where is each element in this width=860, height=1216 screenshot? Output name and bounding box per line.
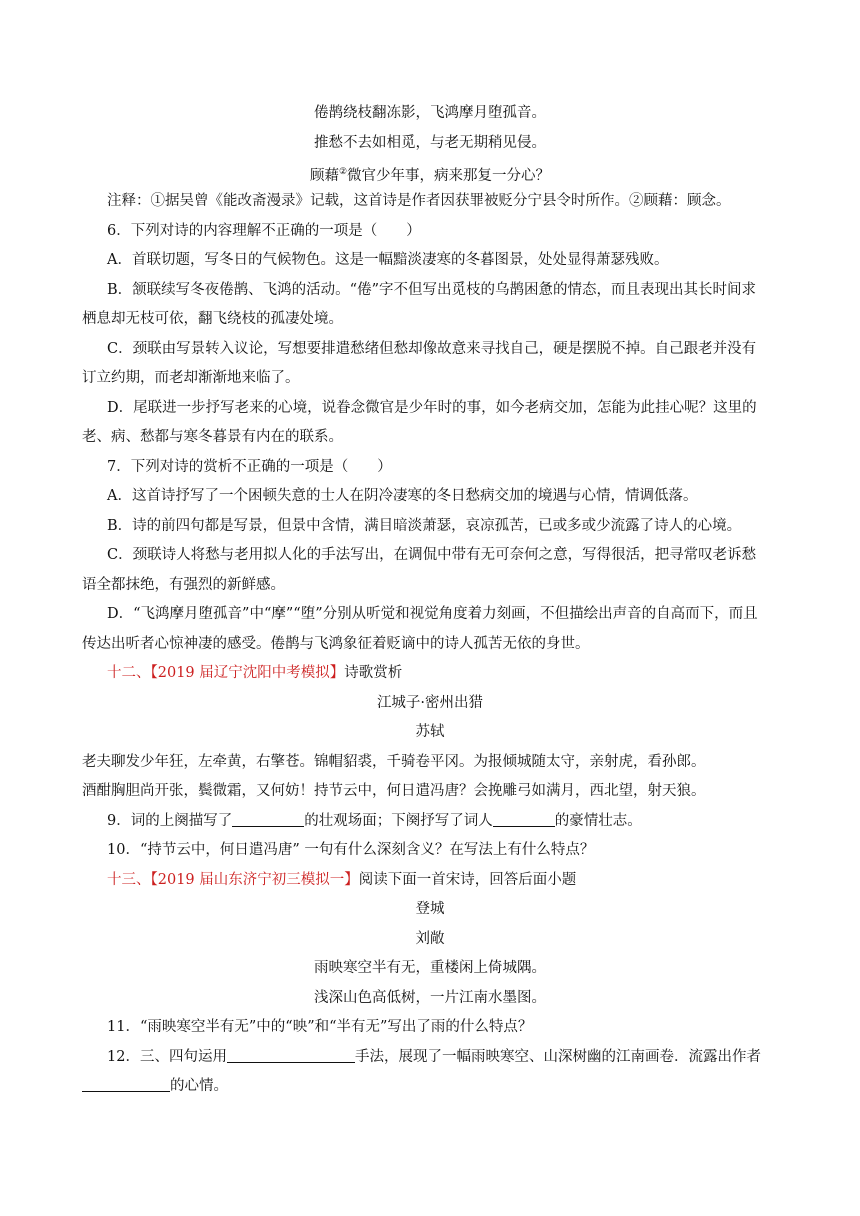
section-header <box>107 870 576 890</box>
question-10: 10．“持节云中，何日遣冯唐” 一句有什么深刻含义？在写法上有什么特点？ <box>107 842 595 858</box>
section-title: 诗歌赏析 <box>344 665 403 681</box>
question-text: 的壮观场面；下阕抒写了词人 <box>304 813 493 829</box>
question-text: 的豪情壮志。 <box>554 813 642 829</box>
option-d: D．“飞鸿摩月堕孤音”中“摩”“堕”分别从听觉和视觉角度着力刻画，不但描绘出声音的自高而下，而且 <box>107 606 758 622</box>
question-text: 手法，展现了一幅雨映寒空、山深树幽的江南画卷．流露出作者 <box>354 1049 761 1065</box>
question-stem: 7．下列对诗的赏析不正确的一项是（ ） <box>107 459 392 475</box>
section-title: 阅读下面一首宋诗，回答后面小题 <box>358 872 577 888</box>
answer-blank[interactable] <box>493 812 555 827</box>
poem-line: 浅深山色高低树，一片江南水墨图。 <box>314 990 546 1006</box>
poem-line: 倦鹊绕枝翻冻影，飞鸿摩月堕孤音。 <box>314 105 546 121</box>
question-stem: 6．下列对诗的内容理解不正确的一项是（ ） <box>107 223 421 239</box>
poem-line: 推愁不去如相觅，与老无期稍见侵。 <box>314 135 546 151</box>
option-a: A．这首诗抒写了一个困顿失意的士人在阴冷凄寒的冬日愁病交加的境遇与心情，情调低落。 <box>107 488 698 504</box>
option-b: B．颔联续写冬夜倦鹊、飞鸿的活动。“倦”字不但写出觅枝的乌鹊困惫的情态，而且表现出其长时间求 <box>107 282 756 298</box>
poem-author: 苏轼 <box>415 724 445 740</box>
section-source: 十三、【2019 届山东济宁初三模拟一】 <box>107 872 359 888</box>
option-d: D．尾联进一步抒写老来的心境，说眷念微官是少年时的事，如今老病交加，怎能为此挂心呢？这里的 <box>107 400 757 416</box>
answer-blank[interactable] <box>227 1048 355 1063</box>
question-12-cont <box>82 1076 228 1096</box>
poem-line: 酒酣胸胆尚开张，鬓微霜，又何妨！持节云中，何日遣冯唐？会挽雕弓如满月，西北望，射天狼。 <box>82 783 706 799</box>
option-d-cont: 老、病、愁都与寒冬暮景有内在的联系。 <box>82 429 343 445</box>
poem-line: 雨映寒空半有无，重楼闲上倚城隅。 <box>314 960 546 976</box>
option-d-cont: 传达出听者心惊神凄的感受。倦鹊与飞鸿象征着贬谪中的诗人孤苦无依的身世。 <box>82 636 590 652</box>
question-text: 9．词的上阕描写了 <box>107 813 233 829</box>
poem-title: 登城 <box>415 901 445 917</box>
footnote-marker: ② <box>338 167 348 177</box>
section-source: 十二、【2019 届辽宁沈阳中考模拟】 <box>107 665 345 681</box>
option-a: A．首联切题，写冬日的气候物色。这是一幅黯淡凄寒的冬暮图景，处处显得萧瑟残败。 <box>107 252 669 268</box>
poem-line <box>0 162 860 186</box>
poem-title: 江城子·密州出猎 <box>376 695 484 711</box>
question-9 <box>107 811 642 831</box>
section-header <box>107 663 402 683</box>
annotation-note: 注释：①据吴曾《能改斋漫录》记载，这首诗是作者因获罪被贬分宁县令时所作。②顾藉：顾念。 <box>107 193 731 209</box>
poem-author: 刘敞 <box>415 931 445 947</box>
question-text: 12．三、四句运用 <box>107 1049 227 1065</box>
question-text: 的心情。 <box>170 1078 228 1094</box>
question-12 <box>107 1047 761 1067</box>
answer-blank[interactable] <box>82 1077 170 1092</box>
option-b: B．诗的前四句都是写景，但景中含情，满目暗淡萧瑟，哀凉孤苦，已或多或少流露了诗人的心境。 <box>107 518 742 534</box>
poem-text: 微官少年事，病来那复一分心？ <box>347 167 551 184</box>
answer-blank[interactable] <box>232 812 304 827</box>
option-c-cont: 订立约期，而老却渐渐地来临了。 <box>82 370 300 386</box>
option-c-cont: 语全都抹绝，有强烈的新鲜感。 <box>82 577 285 593</box>
option-c: C．颈联诗人将愁与老用拟人化的手法写出，在调侃中带有无可奈何之意，写得很活，把寻常叹老诉愁 <box>107 547 757 563</box>
question-11: 11．“雨映寒空半有无”中的“映”和“半有无”写出了雨的什么特点？ <box>107 1019 533 1035</box>
poem-text: 顾藉 <box>309 167 339 184</box>
option-b-cont: 栖息却无枝可依，翻飞绕枝的孤凄处境。 <box>82 311 343 327</box>
option-c: C．颈联由写景转入议论，写想要排遣愁绪但愁却像故意来寻找自己，硬是摆脱不掉。自己跟老并没有 <box>107 341 757 357</box>
poem-line: 老夫聊发少年狂，左牵黄，右擎苍。锦帽貂裘，千骑卷平冈。为报倾城随太守，亲射虎，看孙郎。 <box>82 754 706 770</box>
